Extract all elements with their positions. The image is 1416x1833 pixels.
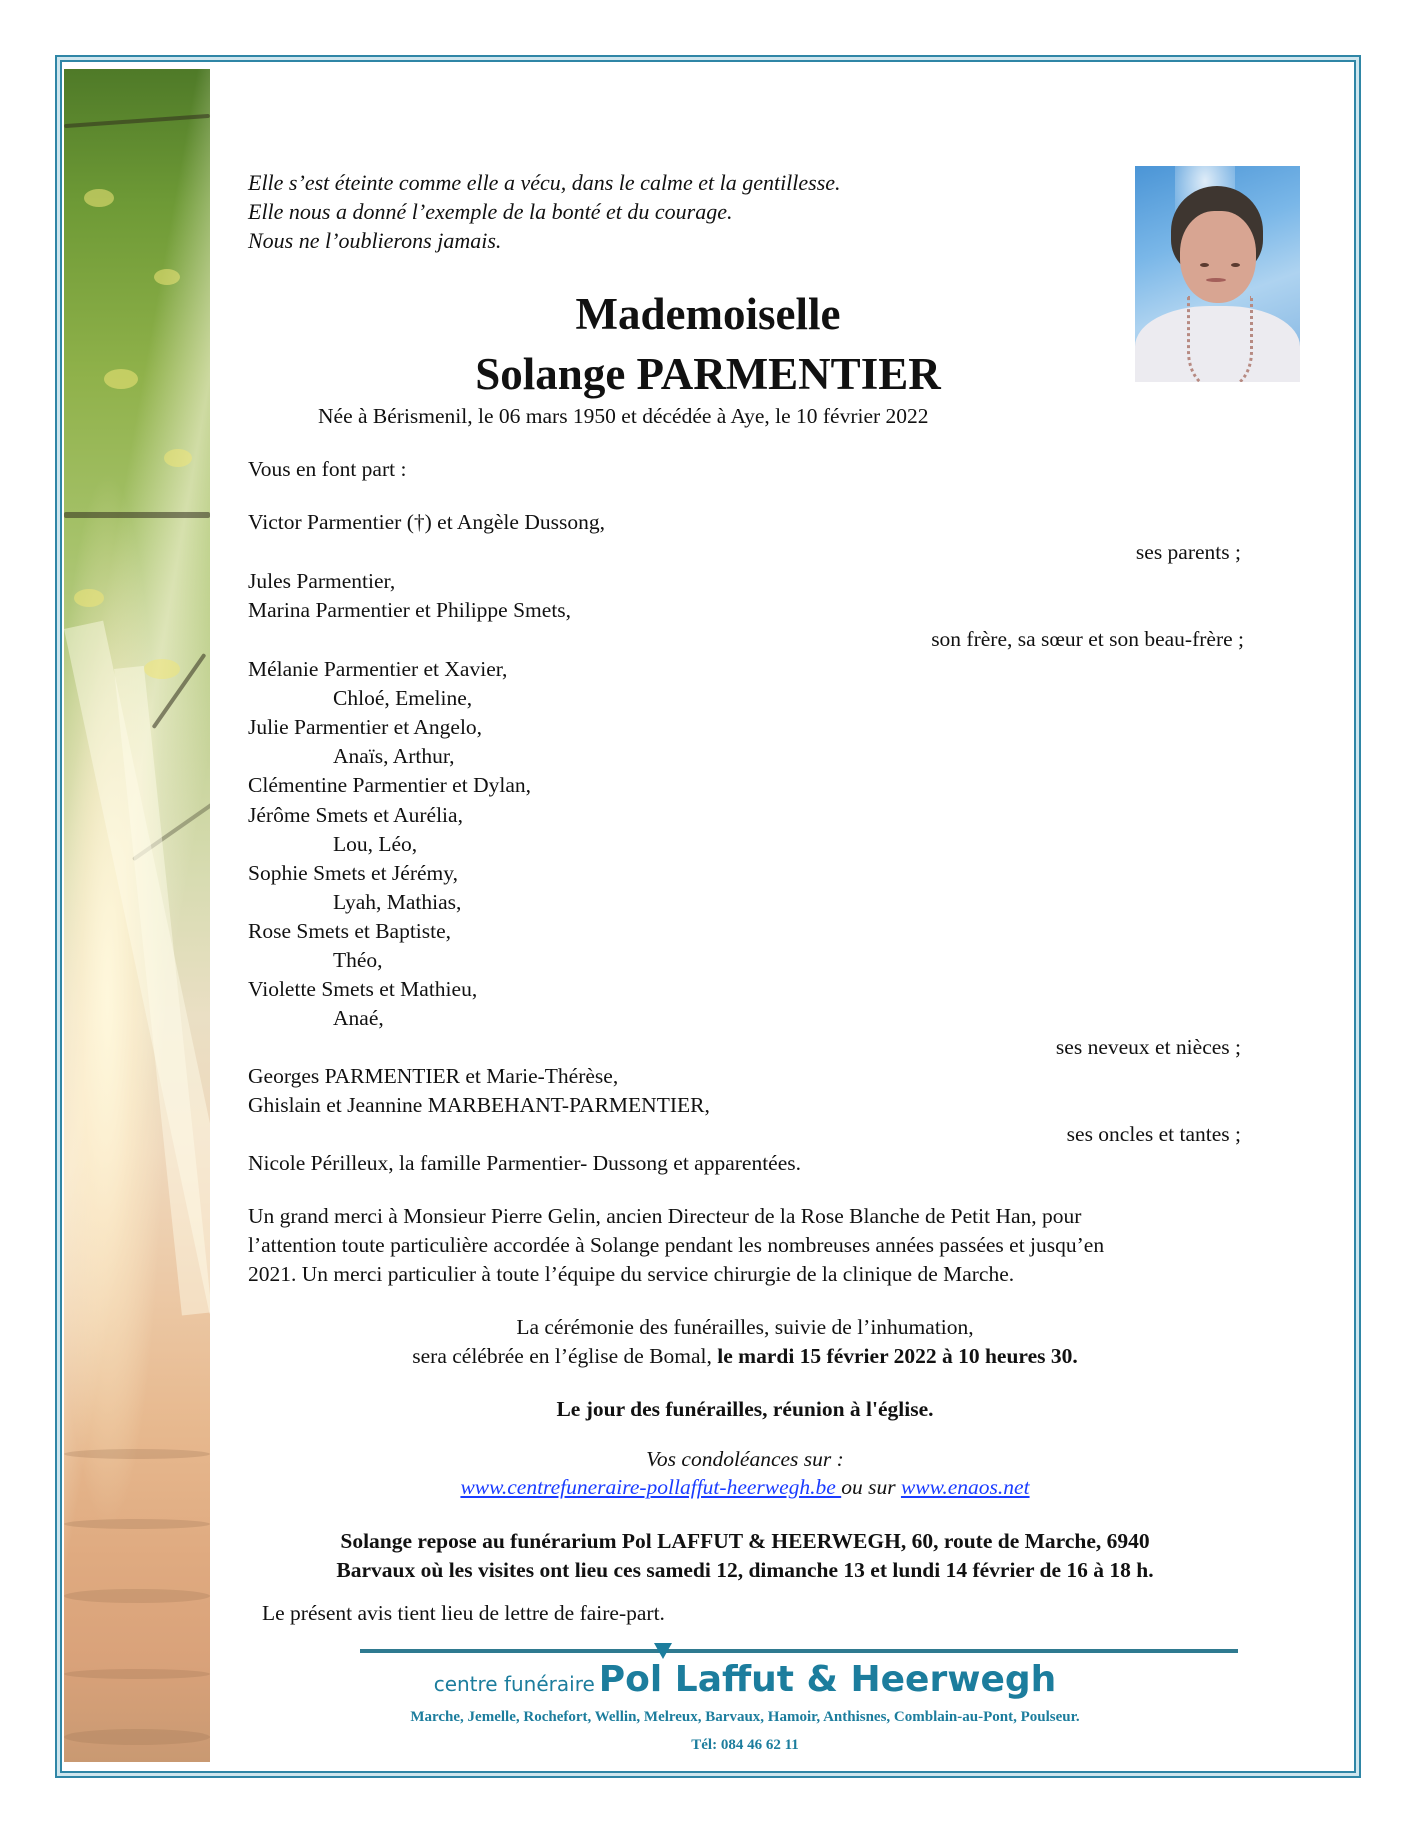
ceremony-line: La cérémonie des funérailles, suivie de l’inhumation, bbox=[516, 1315, 974, 1339]
path-stripe bbox=[64, 1669, 210, 1679]
family-line: Violette Smets et Mathieu, bbox=[248, 977, 478, 1001]
leaf-shape bbox=[164, 449, 192, 467]
family-line: Jules Parmentier, bbox=[248, 569, 396, 593]
funeral-home-logo bbox=[248, 1659, 1242, 1700]
leaf-shape bbox=[154, 269, 180, 285]
path-stripe bbox=[64, 1589, 210, 1603]
logo-triangle-icon bbox=[654, 1643, 672, 1659]
epigraph-line: Elle s’est éteinte comme elle a vécu, dans le calme et la gentillesse. bbox=[248, 170, 841, 195]
children-line: Lou, Léo, bbox=[333, 832, 418, 856]
children-line: Anaïs, Arthur, bbox=[333, 744, 455, 768]
footer-rule bbox=[360, 1649, 1238, 1653]
visitation-line: Barvaux où les visites ont lieu ces samedi 12, dimanche 13 et lundi 14 février de 16 à 18 h. bbox=[336, 1558, 1154, 1582]
ceremony-line bbox=[248, 1346, 1242, 1368]
logo-brand: Pol Laffut & Heerwegh bbox=[598, 1659, 1057, 1700]
leaf-shape bbox=[144, 659, 180, 679]
branch-shape bbox=[64, 114, 210, 128]
portrait-face bbox=[1180, 211, 1256, 303]
logo-towns: Marche, Jemelle, Rochefort, Wellin, Melreux, Barvaux, Hamoir, Anthisnes, Comblain-au-Pont, Poulseur. bbox=[410, 1709, 1080, 1725]
relation-label: son frère, sa sœur et son beau-frère ; bbox=[931, 627, 1244, 651]
relation-label: ses oncles et tantes ; bbox=[1066, 1122, 1241, 1146]
notice-text: Le présent avis tient lieu de lettre de faire-part. bbox=[262, 1601, 665, 1625]
honorific-title: Mademoiselle bbox=[575, 289, 841, 339]
logo-prefix: centre funéraire bbox=[433, 1672, 595, 1696]
portrait-photo bbox=[1135, 166, 1300, 382]
enaos-link[interactable]: www.enaos.net bbox=[900, 1475, 1030, 1499]
relation-label: ses parents ; bbox=[1135, 540, 1241, 564]
children-line: Théo, bbox=[333, 948, 383, 972]
deceased-name: Solange PARMENTIER bbox=[475, 349, 941, 399]
thanks-line: 2021. Un merci particulier à toute l’équipe du service chirurgie de la clinique de Marche. bbox=[248, 1262, 1015, 1286]
ceremony-location: sera célébrée en l’église de Bomal, bbox=[412, 1344, 718, 1368]
path-stripe bbox=[64, 1519, 210, 1529]
birth-death-dates: Née à Bérismenil, le 06 mars 1950 et décédée à Aye, le 10 février 2022 bbox=[318, 404, 929, 428]
relation-label: ses neveux et nièces ; bbox=[1055, 1035, 1241, 1059]
family-line: Mélanie Parmentier et Xavier, bbox=[248, 657, 508, 681]
family-line: Victor Parmentier (†) et Angèle Dussong, bbox=[248, 510, 605, 534]
family-line: Jérôme Smets et Aurélia, bbox=[248, 803, 463, 827]
thanks-line: Un grand merci à Monsieur Pierre Gelin, ancien Directeur de la Rose Blanche de Petit Han, pour bbox=[248, 1204, 1082, 1228]
meeting-note: Le jour des funérailles, réunion à l'église. bbox=[556, 1397, 934, 1421]
light-ray bbox=[114, 666, 210, 1316]
leaf-shape bbox=[84, 189, 114, 207]
condolences-label: Vos condoléances sur : bbox=[646, 1447, 844, 1471]
family-line: Nicole Périlleux, la famille Parmentier- Dussong et apparentées. bbox=[248, 1151, 802, 1175]
portrait-mouth bbox=[1206, 278, 1226, 282]
path-stripe bbox=[64, 1449, 210, 1459]
thanks-line: l’attention toute particulière accordée à Solange pendant les nombreuses années passées et jusqu’en bbox=[248, 1233, 1105, 1257]
children-line: Anaé, bbox=[333, 1006, 384, 1030]
condolences-links bbox=[248, 1477, 1242, 1499]
family-line: Marina Parmentier et Philippe Smets, bbox=[248, 598, 572, 622]
epigraph-line: Nous ne l’oublierons jamais. bbox=[248, 228, 502, 253]
family-line: Clémentine Parmentier et Dylan, bbox=[248, 773, 531, 797]
logo-phone: Tél: 084 46 62 11 bbox=[691, 1737, 799, 1753]
family-line: Ghislain et Jeannine MARBEHANT-PARMENTIER, bbox=[248, 1093, 710, 1117]
intro-text: Vous en font part : bbox=[248, 457, 407, 481]
branch-shape bbox=[64, 512, 210, 518]
children-line: Lyah, Mathias, bbox=[333, 890, 462, 914]
family-line: Sophie Smets et Jérémy, bbox=[248, 861, 458, 885]
visitation-line: Solange repose au funérarium Pol LAFFUT & HEERWEGH, 60, route de Marche, 6940 bbox=[340, 1529, 1150, 1553]
leaf-shape bbox=[74, 589, 104, 607]
portrait-eye bbox=[1231, 263, 1240, 267]
path-stripe bbox=[64, 1729, 210, 1745]
epigraph-line: Elle nous a donné l’exemple de la bonté et du courage. bbox=[248, 199, 733, 224]
children-line: Chloé, Emeline, bbox=[333, 686, 473, 710]
family-line: Julie Parmentier et Angelo, bbox=[248, 715, 483, 739]
family-line: Georges PARMENTIER et Marie-Thérèse, bbox=[248, 1064, 619, 1088]
portrait-eye bbox=[1200, 263, 1209, 267]
funeral-home-link[interactable]: www.centrefuneraire-pollaffut-heerwegh.be bbox=[460, 1475, 842, 1499]
family-line: Rose Smets et Baptiste, bbox=[248, 919, 452, 943]
link-separator: ou sur bbox=[841, 1475, 901, 1499]
ceremony-datetime: le mardi 15 février 2022 à 10 heures 30. bbox=[717, 1344, 1078, 1368]
